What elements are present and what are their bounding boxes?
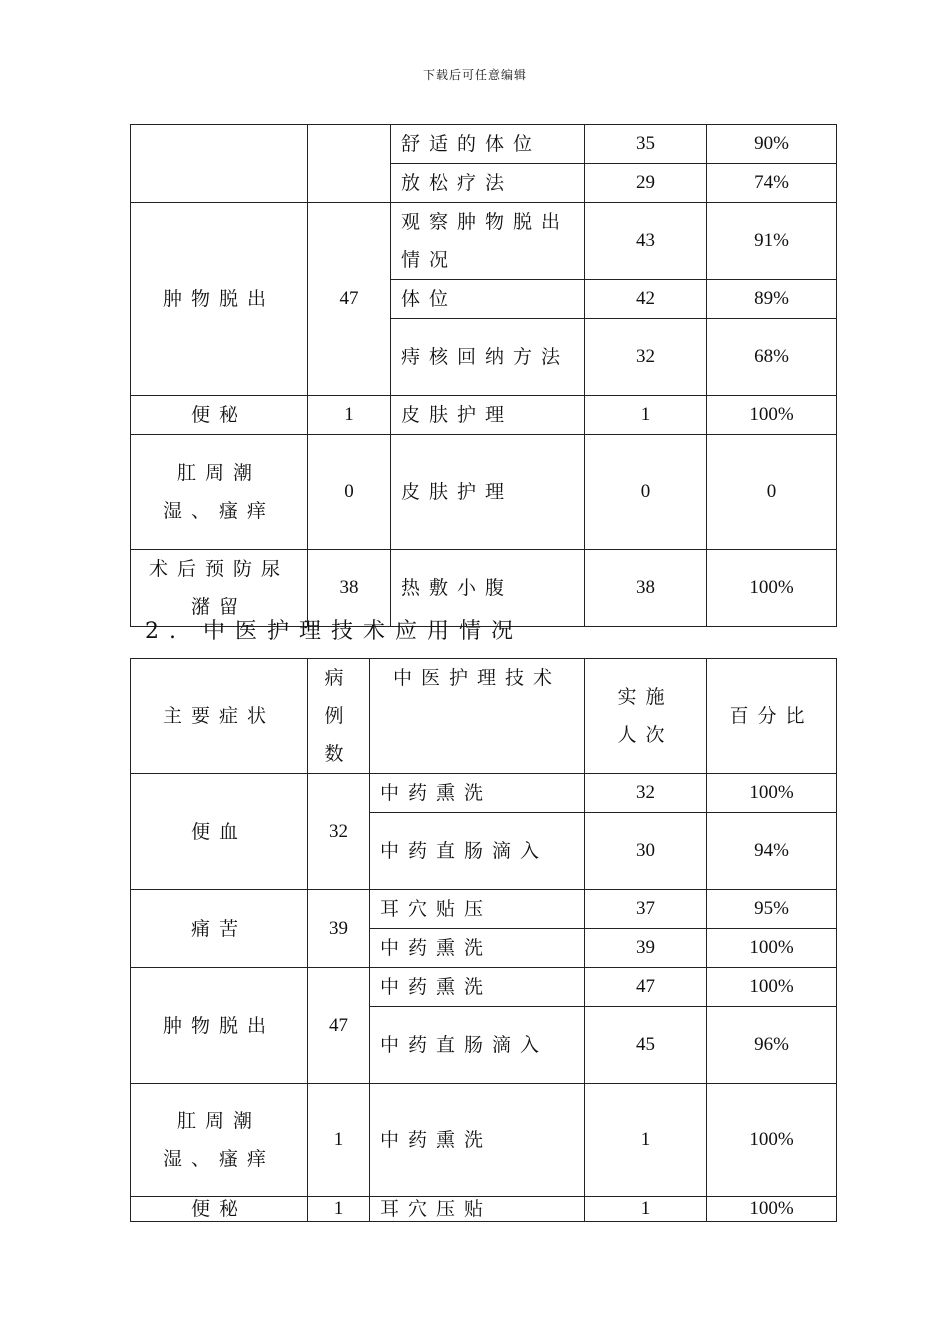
method-cell: 体位 — [391, 280, 585, 319]
symptom-cell: 便血 — [131, 774, 308, 890]
count-cell: 1 — [585, 1197, 707, 1222]
count-cell: 45 — [585, 1007, 707, 1084]
table-row — [131, 890, 837, 929]
percent-cell: 94% — [707, 813, 837, 890]
cases-cell — [308, 125, 391, 203]
header-method: 中医护理技术 — [370, 659, 585, 774]
count-cell: 47 — [585, 968, 707, 1007]
header-cases: 病例数 — [308, 659, 370, 774]
percent-cell: 90% — [707, 125, 837, 164]
percent-cell: 74% — [707, 164, 837, 203]
cases-cell: 39 — [308, 890, 370, 968]
cases-cell: 1 — [308, 1084, 370, 1197]
count-cell: 30 — [585, 813, 707, 890]
percent-cell: 89% — [707, 280, 837, 319]
percent-cell: 91% — [707, 203, 837, 280]
table-row — [131, 550, 837, 627]
table-row — [131, 125, 837, 164]
symptom-cell: 肿物脱出 — [131, 203, 308, 396]
header-percent: 百分比 — [707, 659, 837, 774]
page-header: 下载后可任意编辑 — [422, 68, 527, 82]
table-row — [131, 968, 837, 1007]
table-row — [131, 435, 837, 550]
tcm-techniques-table — [130, 658, 837, 1222]
nursing-measures-table — [130, 124, 837, 627]
method-cell: 中药熏洗 — [370, 774, 585, 813]
percent-cell: 100% — [707, 1197, 837, 1222]
cases-cell: 0 — [308, 435, 391, 550]
symptom-cell: 肛周潮湿、瘙痒 — [131, 435, 308, 550]
cases-cell: 1 — [308, 396, 391, 435]
header-symptom: 主要症状 — [131, 659, 308, 774]
percent-cell: 100% — [707, 929, 837, 968]
symptom-cell: 肛周潮湿、瘙痒 — [131, 1084, 308, 1197]
count-cell: 0 — [585, 435, 707, 550]
count-cell: 35 — [585, 125, 707, 164]
percent-cell: 100% — [707, 396, 837, 435]
table-row — [131, 396, 837, 435]
method-cell: 中药熏洗 — [370, 968, 585, 1007]
cases-cell: 38 — [308, 550, 391, 627]
count-cell: 32 — [585, 319, 707, 396]
percent-cell: 95% — [707, 890, 837, 929]
symptom-cell: 肿物脱出 — [131, 968, 308, 1084]
method-cell: 中药熏洗 — [370, 1084, 585, 1197]
percent-cell: 100% — [707, 1084, 837, 1197]
symptom-cell: 术后预防尿潴留 — [131, 550, 308, 627]
percent-cell: 68% — [707, 319, 837, 396]
table-row — [131, 1084, 837, 1197]
method-cell: 中药直肠滴入 — [370, 813, 585, 890]
method-cell: 舒适的体位 — [391, 125, 585, 164]
count-cell: 32 — [585, 774, 707, 813]
cases-cell: 47 — [308, 203, 391, 396]
count-cell: 37 — [585, 890, 707, 929]
table-row — [131, 1197, 837, 1222]
method-cell: 放松疗法 — [391, 164, 585, 203]
method-cell: 耳穴贴压 — [370, 890, 585, 929]
percent-cell: 100% — [707, 774, 837, 813]
count-cell: 42 — [585, 280, 707, 319]
method-cell: 热敷小腹 — [391, 550, 585, 627]
method-cell: 中药直肠滴入 — [370, 1007, 585, 1084]
table-row — [131, 203, 837, 280]
table-header-row — [131, 659, 837, 774]
cases-cell: 47 — [308, 968, 370, 1084]
count-cell: 1 — [585, 1084, 707, 1197]
cases-cell: 32 — [308, 774, 370, 890]
method-cell: 观察肿物脱出情况 — [391, 203, 585, 280]
method-cell: 痔核回纳方法 — [391, 319, 585, 396]
percent-cell: 96% — [707, 1007, 837, 1084]
percent-cell: 100% — [707, 550, 837, 627]
method-cell: 皮肤护理 — [391, 435, 585, 550]
table-row — [131, 774, 837, 813]
header-count: 实施人次 — [585, 659, 707, 774]
percent-cell: 100% — [707, 968, 837, 1007]
section-heading: 2. 中医护理技术应用情况 — [145, 619, 523, 644]
symptom-cell: 便秘 — [131, 1197, 308, 1222]
method-cell: 耳穴压贴 — [370, 1197, 585, 1222]
cases-cell: 1 — [308, 1197, 370, 1222]
symptom-cell: 便秘 — [131, 396, 308, 435]
count-cell: 29 — [585, 164, 707, 203]
symptom-cell: 痛苦 — [131, 890, 308, 968]
count-cell: 39 — [585, 929, 707, 968]
percent-cell: 0 — [707, 435, 837, 550]
symptom-cell — [131, 125, 308, 203]
method-cell: 中药熏洗 — [370, 929, 585, 968]
count-cell: 38 — [585, 550, 707, 627]
method-cell: 皮肤护理 — [391, 396, 585, 435]
count-cell: 43 — [585, 203, 707, 280]
count-cell: 1 — [585, 396, 707, 435]
